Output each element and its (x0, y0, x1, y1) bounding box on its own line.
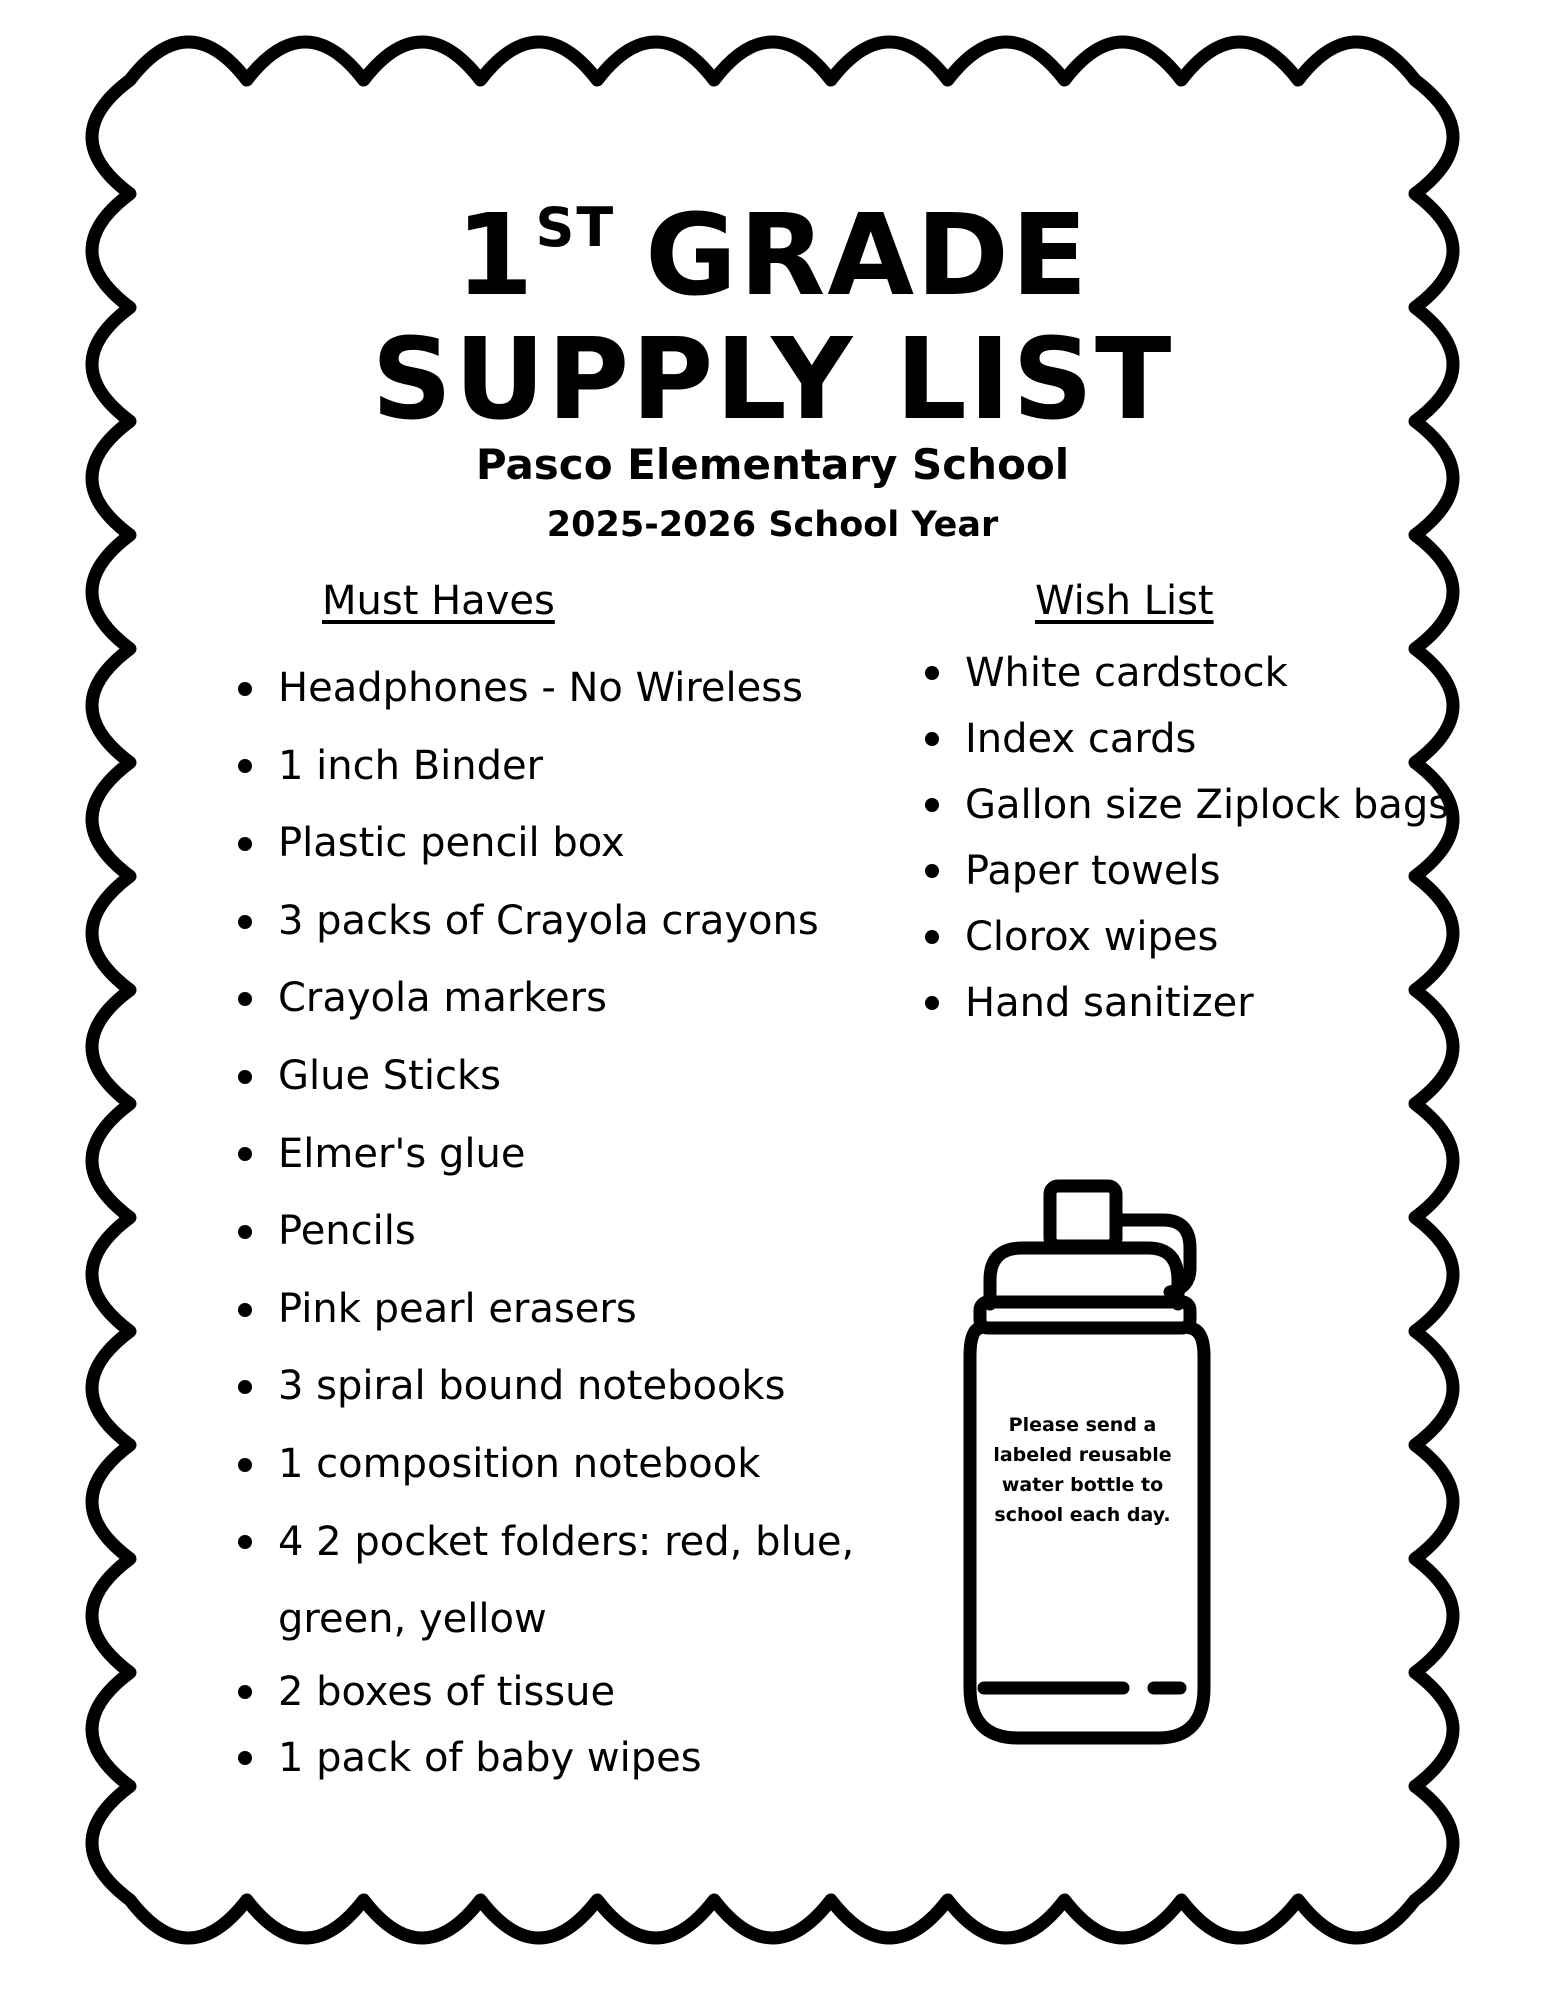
list-item: Pink pearl erasers (278, 1271, 854, 1349)
list-item: 3 spiral bound notebooks (278, 1348, 854, 1426)
page-title-grade: 1ST GRADE (455, 191, 1090, 321)
list-item: Hand sanitizer (965, 970, 1449, 1036)
list-item: Glue Sticks (278, 1038, 854, 1116)
list-item: Pencils (278, 1193, 854, 1271)
list-item: White cardstock (965, 640, 1449, 706)
bottle-note: Please send a labeled reusable water bottle to school each day. (993, 1414, 1172, 1526)
list-item: 1 composition notebook (278, 1426, 854, 1504)
list-item: 2 boxes of tissue (278, 1659, 854, 1725)
page-title-supply-list: SUPPLY LIST (371, 315, 1174, 445)
list-item: 1 pack of baby wipes (278, 1725, 854, 1791)
school-year: 2025-2026 School Year (546, 505, 999, 545)
list-item: Gallon size Ziplock bags (965, 772, 1449, 838)
list-item: Crayola markers (278, 960, 854, 1038)
list-item: Headphones - No Wireless (278, 650, 854, 728)
list-item: Plastic pencil box (278, 805, 854, 883)
list-item: 1 inch Binder (278, 728, 854, 806)
list-item: Clorox wipes (965, 904, 1449, 970)
list-item: Elmer's glue (278, 1116, 854, 1194)
must-haves-list (278, 650, 854, 1791)
list-item: 3 packs of Crayola crayons (278, 883, 854, 961)
must-haves-heading: Must Haves (322, 578, 555, 624)
list-item-continuation: green, yellow (278, 1596, 547, 1643)
list-item: 4 2 pocket folders: red, blue, (278, 1504, 854, 1582)
wish-list-heading: Wish List (1035, 578, 1214, 624)
wish-list (965, 640, 1449, 1036)
list-item: Index cards (965, 706, 1449, 772)
school-name: Pasco Elementary School (475, 440, 1070, 489)
list-item: Paper towels (965, 838, 1449, 904)
